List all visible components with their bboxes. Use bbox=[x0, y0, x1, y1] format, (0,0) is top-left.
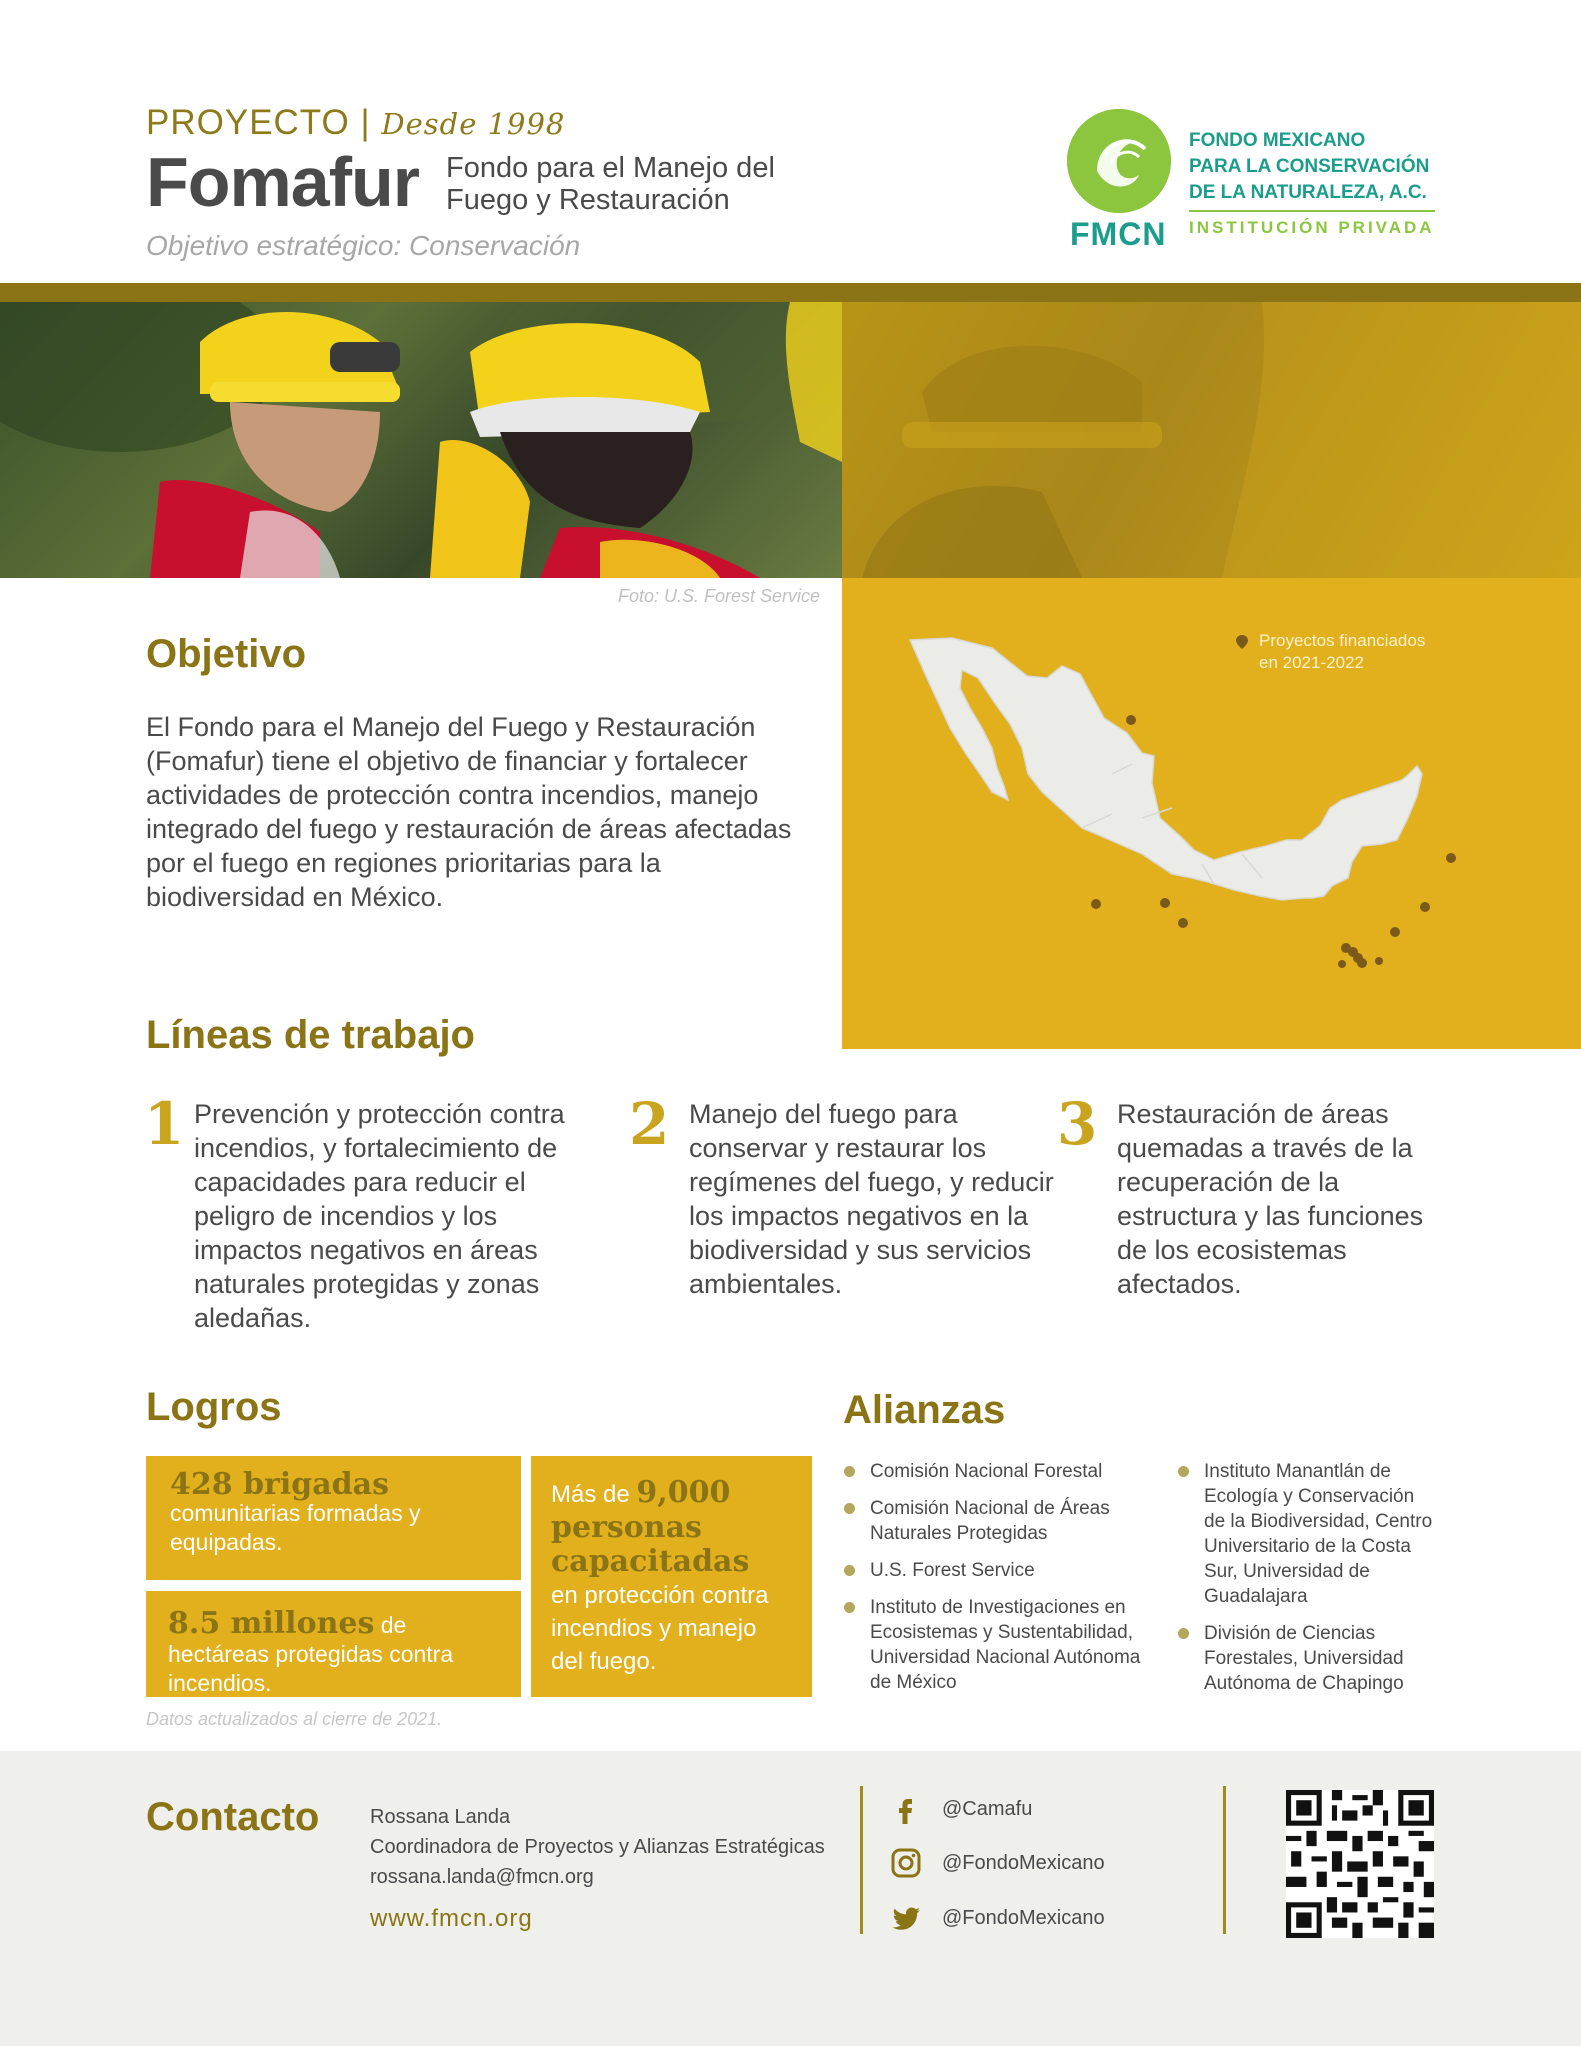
social-handle: @FondoMexicano bbox=[942, 1906, 1105, 1929]
contact-email[interactable]: rossana.landa@fmcn.org bbox=[370, 1866, 594, 1888]
map-pin-icon bbox=[1236, 635, 1248, 649]
social-twitter[interactable] bbox=[890, 1902, 1105, 1934]
alliance-name: División de Ciencias Forestales, Universidad Autónoma de Chapingo bbox=[1204, 1623, 1404, 1694]
map-legend-line2: en 2021-2022 bbox=[1259, 653, 1364, 672]
list-item bbox=[1178, 1459, 1438, 1609]
project-full-name bbox=[446, 152, 846, 216]
list-item bbox=[844, 1459, 1164, 1484]
facebook-icon bbox=[890, 1793, 922, 1825]
firefighters-photo bbox=[0, 302, 842, 578]
line-number: 1 bbox=[144, 1090, 185, 1158]
project-label bbox=[146, 103, 565, 143]
footer-divider bbox=[1223, 1786, 1226, 1934]
list-item bbox=[844, 1496, 1164, 1546]
lineas-heading: Líneas de trabajo bbox=[146, 1013, 475, 1057]
alianzas-heading: Alianzas bbox=[843, 1388, 1006, 1432]
twitter-icon bbox=[890, 1902, 922, 1934]
full-name-line2: Fuego y Restauración bbox=[446, 184, 730, 216]
list-item bbox=[844, 1595, 1164, 1695]
fmcn-institution-type: INSTITUCIÓN PRIVADA bbox=[1189, 218, 1435, 237]
alliance-list bbox=[844, 1459, 1164, 1707]
fmcn-name-line1: FONDO MEXICANO bbox=[1189, 130, 1366, 151]
social-instagram[interactable] bbox=[890, 1847, 1105, 1879]
contacto-heading: Contacto bbox=[146, 1795, 320, 1839]
strategic-objective: Objetivo estratégico: Conservación bbox=[146, 230, 581, 261]
instagram-icon bbox=[890, 1847, 922, 1879]
fmcn-name-line3: DE LA NATURALEZA, A.C. bbox=[1189, 182, 1427, 203]
objetivo-body: El Fondo para el Manejo del Fuego y Restauración (Fomafur) tiene el objetivo de financiar y fortalecer actividades de protección contra incendios, manejo integrado del fuego y restauración de áreas afectadas por el fuego en regiones prioritarias para la biodiversidad en México. bbox=[146, 712, 792, 912]
achievement-figure: 428 brigadas bbox=[170, 1467, 389, 1502]
fmcn-logo-icon bbox=[1067, 109, 1171, 213]
list-item bbox=[1178, 1621, 1438, 1696]
fmcn-abbr: FMCN bbox=[1070, 216, 1167, 252]
header-band bbox=[0, 283, 1581, 302]
line-text: Prevención y protección contra incendios, y fortalecimiento de capacidades para reducir el peligro de incendios y los impactos negativos en áreas naturales protegidas y zonas aledañas. bbox=[194, 1099, 565, 1333]
separator: | bbox=[360, 103, 382, 142]
logros-heading: Logros bbox=[146, 1385, 282, 1429]
line-text: Restauración de áreas quemadas a través de la recuperación de la estructura y las funciones de los ecosistemas afectados. bbox=[1117, 1099, 1424, 1299]
social-handle: @Camafu bbox=[942, 1797, 1033, 1820]
project-brand: Fomafur bbox=[146, 143, 419, 221]
line-text: Manejo del fuego para conservar y restaurar los regímenes del fuego, y reducir los impactos negativos en la biodiversidad y sus servicios ambientales. bbox=[689, 1099, 1054, 1299]
achievement-prefix: Más de bbox=[551, 1481, 637, 1508]
tinted-photo-panel bbox=[842, 302, 1581, 578]
bullet-icon bbox=[1178, 1628, 1189, 1639]
footer-divider bbox=[860, 1786, 863, 1934]
since-year: Desde 1998 bbox=[381, 107, 566, 141]
website-link[interactable]: www.fmcn.org bbox=[370, 1905, 533, 1932]
social-facebook[interactable] bbox=[890, 1793, 1032, 1825]
bullet-icon bbox=[844, 1466, 855, 1477]
logo-divider bbox=[1189, 210, 1435, 212]
contact-role: Coordinadora de Proyectos y Alianzas Estratégicas bbox=[370, 1836, 825, 1858]
line-number: 2 bbox=[629, 1090, 670, 1158]
achievement-text: en protección contra incendios y manejo del fuego. bbox=[551, 1582, 769, 1675]
contact-name: Rossana Landa bbox=[370, 1806, 511, 1828]
achievement-box-brigadas bbox=[146, 1456, 521, 1580]
achievement-box-hectareas bbox=[146, 1591, 521, 1697]
data-update-note: Datos actualizados al cierre de 2021. bbox=[146, 1709, 443, 1729]
objetivo-heading: Objetivo bbox=[146, 632, 307, 676]
contact-info bbox=[370, 1802, 825, 1892]
achievement-box-personas bbox=[531, 1456, 812, 1697]
line-number: 3 bbox=[1057, 1090, 1098, 1158]
fmcn-name-line2: PARA LA CONSERVACIÓN bbox=[1189, 156, 1430, 177]
map-legend bbox=[1259, 630, 1479, 674]
project-word: PROYECTO bbox=[146, 103, 350, 142]
alliance-name: Comisión Nacional de Áreas Naturales Protegidas bbox=[870, 1498, 1110, 1544]
qr-code[interactable] bbox=[1286, 1790, 1434, 1938]
social-handle: @FondoMexicano bbox=[942, 1851, 1105, 1874]
achievement-figure: 8.5 millones bbox=[168, 1606, 375, 1641]
fmcn-name bbox=[1189, 128, 1429, 206]
achievement-figure: 9,000 bbox=[636, 1475, 731, 1510]
alliance-name: U.S. Forest Service bbox=[870, 1560, 1035, 1581]
achievement-text: comunitarias formadas y equipadas. bbox=[170, 1500, 421, 1555]
photo-credit: Foto: U.S. Forest Service bbox=[618, 586, 821, 606]
alliance-name: Comisión Nacional Forestal bbox=[870, 1461, 1103, 1482]
map-legend-line1: Proyectos financiados bbox=[1259, 631, 1426, 650]
achievement-figure-label: personas capacitadas bbox=[551, 1510, 750, 1579]
list-item bbox=[844, 1558, 1164, 1583]
full-name-line1: Fondo para el Manejo del bbox=[446, 152, 775, 184]
bullet-icon bbox=[844, 1565, 855, 1576]
alliance-name: Instituto Manantlán de Ecología y Conservación de la Biodiversidad, Centro Universitario de la Costa Sur, Universidad de Guadalajara bbox=[1204, 1461, 1433, 1607]
bullet-icon bbox=[844, 1503, 855, 1514]
bullet-icon bbox=[844, 1602, 855, 1613]
alliance-list bbox=[1178, 1459, 1438, 1708]
alliance-name: Instituto de Investigaciones en Ecosistemas y Sustentabilidad, Universidad Nacional Autónoma de México bbox=[870, 1597, 1141, 1693]
bullet-icon bbox=[1178, 1466, 1189, 1477]
achievement-text: de hectáreas protegidas contra incendios. bbox=[168, 1612, 454, 1696]
